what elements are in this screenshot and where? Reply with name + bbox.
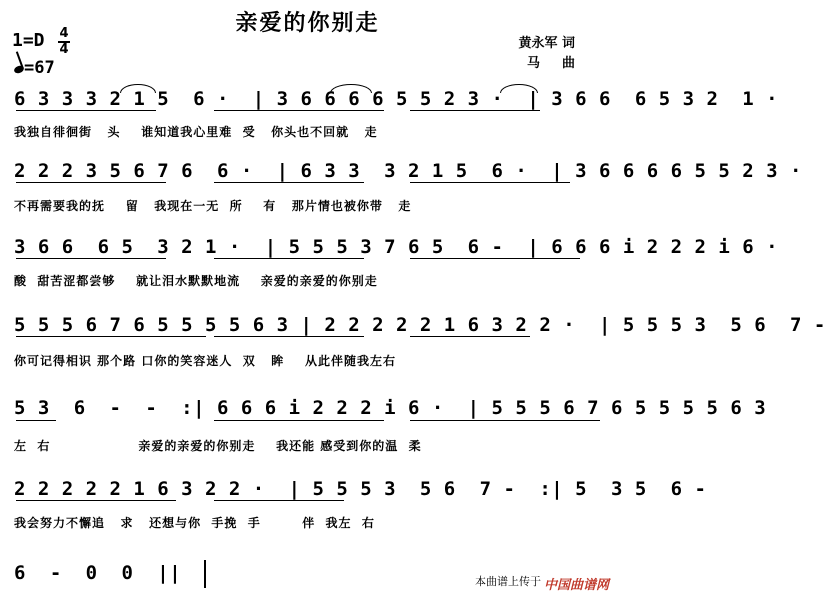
- melody-row-1: 6 3 3 3 2 1 5 6 · | 3 6 6 6 6 5 5 2 3 · | 3 6 6 6 5 3 2 1 ·: [14, 88, 779, 110]
- melody-row-7: 6 - 0 0 ||: [14, 562, 182, 584]
- beam-line: [214, 182, 364, 183]
- beam-line: [16, 336, 206, 337]
- beam-line: [214, 110, 384, 111]
- site-logo: 中国曲谱网: [543, 578, 609, 593]
- beam-line: [16, 258, 166, 259]
- beam-line: [410, 336, 530, 337]
- beam-line: [214, 258, 364, 259]
- beam-line: [410, 110, 540, 111]
- melody-row-5: 5 3 6 - - :| 6 6 6 i 2 2 2 i 6 · | 5 5 5 6 7 6 5 5 5 5 6 3: [14, 397, 767, 419]
- beam-line: [16, 110, 156, 111]
- final-barline: [204, 560, 206, 588]
- melody-row-6: 2 2 2 2 2 1 6 3 2 2 · | 5 5 5 3 5 6 7 - :| 5 3 5 6 -: [14, 478, 707, 500]
- tempo-marking: [14, 58, 55, 78]
- beam-line: [214, 500, 344, 501]
- time-signature-top: 4: [59, 26, 69, 41]
- composer-credit: 马 曲: [526, 56, 575, 71]
- melody-row-3: 3 6 6 6 5 3 2 1 · | 5 5 5 3 7 6 5 6 - | 6 6 6 i 2 2 2 i 6 ·: [14, 236, 779, 258]
- lyrics-row-4: 你可记得相识 那个路 口你的笑容迷人 双 眸 从此伴随我左右: [14, 354, 396, 368]
- slur-mark: [500, 84, 538, 93]
- tempo-value: =67: [24, 58, 55, 78]
- key-signature: 1=D: [12, 30, 45, 51]
- beam-line: [214, 420, 384, 421]
- beam-line: [214, 336, 364, 337]
- lyrics-row-3: 酸 甜苦涩都尝够 就让泪水默默地流 亲爱的亲爱的你别走: [14, 274, 378, 288]
- beam-line: [16, 420, 56, 421]
- lyrics-row-6: 我会努力不懈追 求 还想与你 手挽 手 伴 我左 右: [14, 516, 375, 530]
- lyrics-row-1: 我独自徘徊街 头 谁知道我心里难 受 你头也不回就 走: [14, 125, 378, 139]
- beam-line: [16, 182, 166, 183]
- lyrics-row-2: 不再需要我的抚 留 我现在一无 所 有 那片情也被你带 走: [14, 199, 412, 213]
- time-signature-bottom: 4: [59, 42, 69, 57]
- time-signature: [58, 28, 70, 56]
- melody-row-2: 2 2 2 3 5 6 7 6 6 · | 6 3 3 3 2 1 5 6 · | 3 6 6 6 6 5 5 2 3 ·: [14, 160, 802, 182]
- song-title: 亲爱的你别走: [235, 11, 380, 36]
- slur-mark: [120, 84, 156, 93]
- beam-line: [410, 258, 580, 259]
- melody-row-4: 5 5 5 6 7 6 5 5 5 5 6 3 | 2 2 2 2 2 1 6 3 2 2 · | 5 5 5 3 5 6 7 -: [14, 314, 826, 336]
- beam-line: [16, 500, 176, 501]
- slur-mark: [330, 84, 372, 93]
- lyrics-row-5: 左 右 亲爱的亲爱的你别走 我还能 感受到你的温 柔: [14, 439, 422, 453]
- lyricist-credit: 黄永军 词: [518, 36, 575, 51]
- upload-note: 本曲谱上传于: [475, 575, 541, 588]
- beam-line: [410, 182, 570, 183]
- beam-line: [410, 420, 600, 421]
